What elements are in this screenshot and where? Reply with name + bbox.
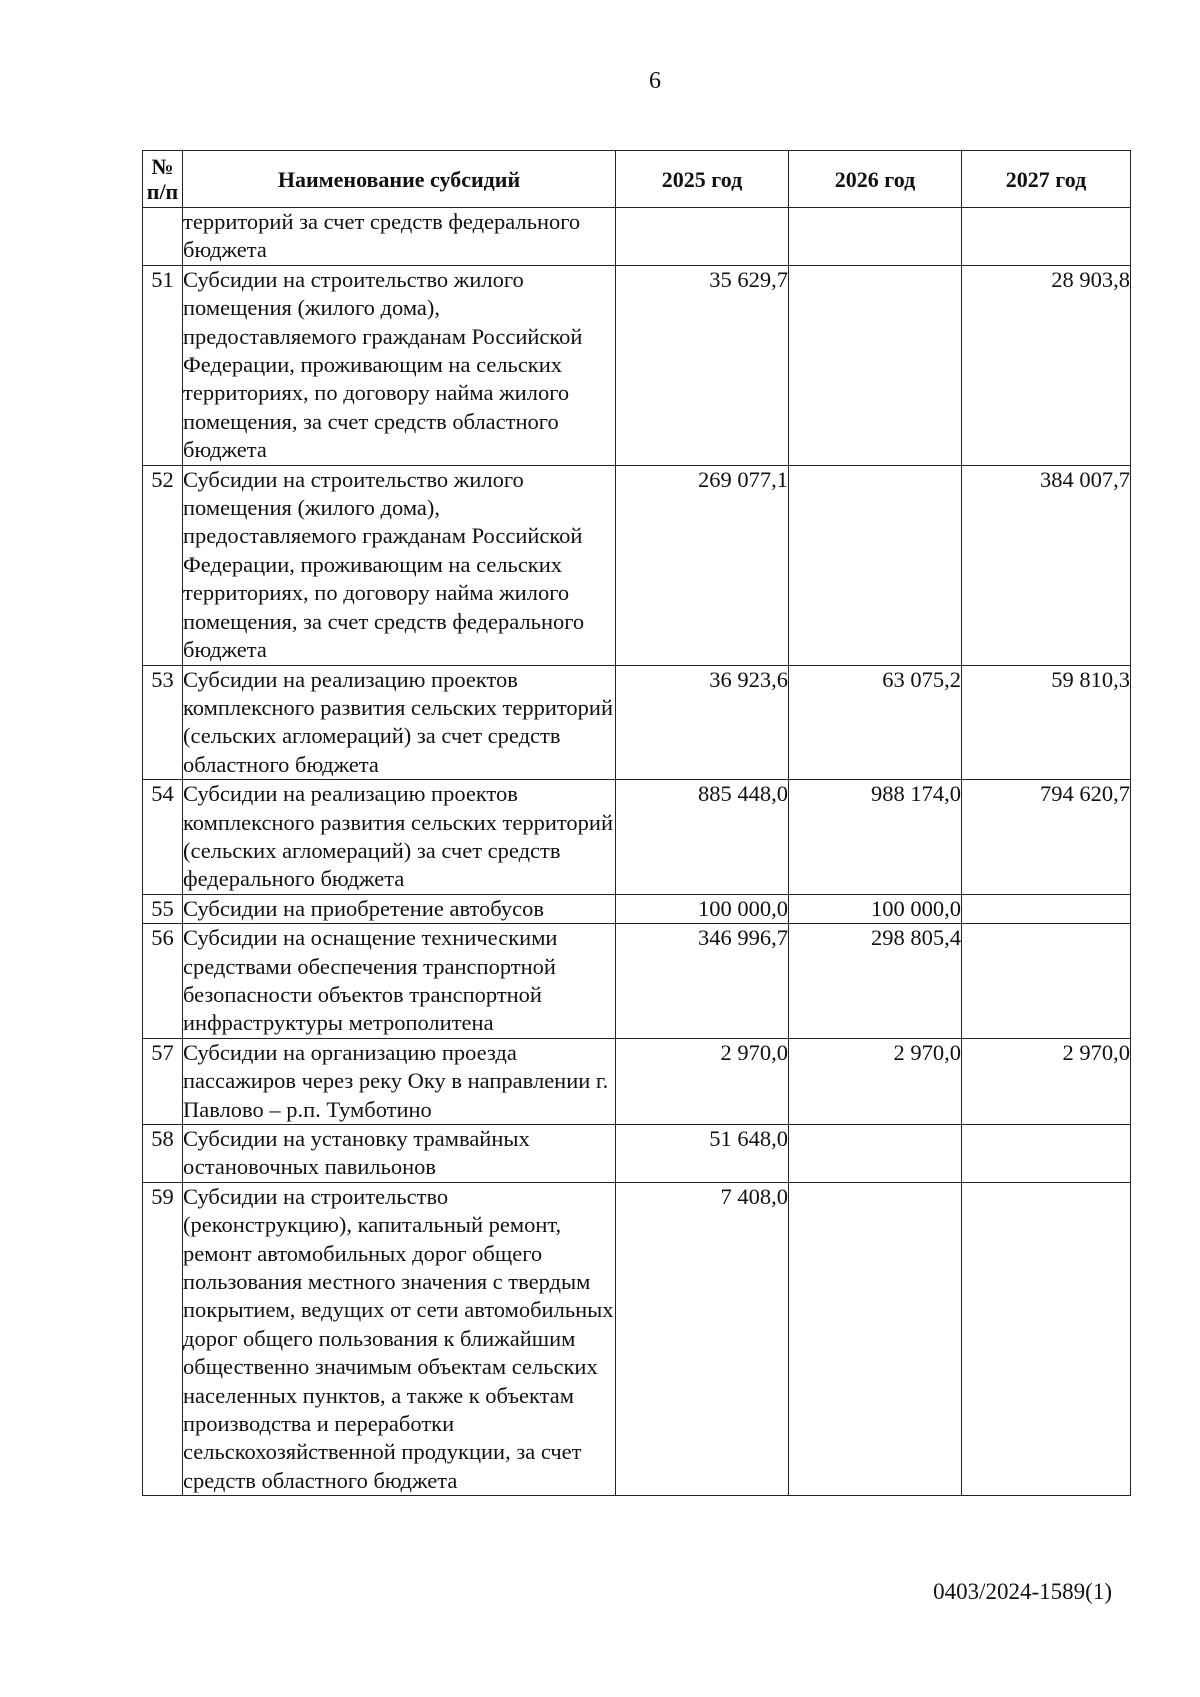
table-row [143, 1038, 1131, 1124]
subsidy-name: Субсидии на реализацию проектов комплексного развития сельских территорий (сельских агломераций) за счет средств областного бюджета [183, 665, 616, 780]
value-2026 [789, 1182, 962, 1495]
value-2027: 59 810,3 [962, 665, 1131, 780]
page-number: 6 [649, 68, 661, 94]
value-2026 [789, 1125, 962, 1183]
row-number: 54 [143, 780, 183, 895]
row-number: 56 [143, 924, 183, 1039]
value-2026: 2 970,0 [789, 1038, 962, 1124]
row-number: 53 [143, 665, 183, 780]
subsidy-name: Субсидии на строительство (реконструкцию), капитальный ремонт, ремонт автомобильных дорог общего пользования местного значения с твердым покрытием, ведущих от сети автомобильных дорог общего пользования к ближайшим общественно значимым объектам сельских населенных пунктов, а также к объектам производства и переработки сельскохозяйственной продукции, за счет средств областного бюджета [183, 1182, 616, 1495]
table-row [143, 665, 1131, 780]
value-2025: 346 996,7 [616, 924, 789, 1039]
value-2026 [789, 208, 962, 266]
table-row [143, 208, 1131, 266]
value-2025: 2 970,0 [616, 1038, 789, 1124]
value-2025: 885 448,0 [616, 780, 789, 895]
row-number: 57 [143, 1038, 183, 1124]
table-row [143, 265, 1131, 465]
value-2026: 298 805,4 [789, 924, 962, 1039]
value-2026 [789, 265, 962, 465]
value-2027: 2 970,0 [962, 1038, 1131, 1124]
value-2027 [962, 1125, 1131, 1183]
row-number: 51 [143, 265, 183, 465]
header-name: Наименование субсидий [183, 151, 616, 208]
table-header-row [143, 151, 1131, 208]
table-row [143, 1125, 1131, 1183]
header-2025: 2025 год [616, 151, 789, 208]
subsidy-name: Субсидии на реализацию проектов комплексного развития сельских территорий (сельских агломераций) за счет средств федерального бюджета [183, 780, 616, 895]
table-row [143, 780, 1131, 895]
value-2026 [789, 465, 962, 665]
value-2026: 63 075,2 [789, 665, 962, 780]
value-2025: 36 923,6 [616, 665, 789, 780]
header-no: № п/п [143, 151, 183, 208]
subsidy-name: Субсидии на строительство жилого помещения (жилого дома), предоставляемого гражданам Российской Федерации, проживающим на сельских территориях, по договору найма жилого помещения, за счет средств областного бюджета [183, 265, 616, 465]
value-2025: 269 077,1 [616, 465, 789, 665]
subsidy-name: Субсидии на организацию проезда пассажиров через реку Оку в направлении г. Павлово – р.п. Тумботино [183, 1038, 616, 1124]
value-2025: 35 629,7 [616, 265, 789, 465]
value-2027 [962, 208, 1131, 266]
value-2027: 28 903,8 [962, 265, 1131, 465]
header-2026: 2026 год [789, 151, 962, 208]
table-row [143, 465, 1131, 665]
table-row [143, 924, 1131, 1039]
value-2027 [962, 894, 1131, 923]
subsidies-table [142, 150, 1131, 1496]
table-body [143, 208, 1131, 1496]
value-2025: 51 648,0 [616, 1125, 789, 1183]
row-number: 59 [143, 1182, 183, 1495]
row-number: 52 [143, 465, 183, 665]
subsidy-name: Субсидии на установку трамвайных остановочных павильонов [183, 1125, 616, 1183]
value-2026: 988 174,0 [789, 780, 962, 895]
value-2025: 100 000,0 [616, 894, 789, 923]
value-2025: 7 408,0 [616, 1182, 789, 1495]
subsidy-name: территорий за счет средств федерального бюджета [183, 208, 616, 266]
subsidy-name: Субсидии на приобретение автобусов [183, 894, 616, 923]
value-2027 [962, 924, 1131, 1039]
row-number: 58 [143, 1125, 183, 1183]
value-2026: 100 000,0 [789, 894, 962, 923]
row-number: 55 [143, 894, 183, 923]
document-code: 0403/2024-1589(1) [933, 1579, 1112, 1604]
table-row [143, 894, 1131, 923]
header-2027: 2027 год [962, 151, 1131, 208]
value-2027 [962, 1182, 1131, 1495]
table-row [143, 1182, 1131, 1495]
value-2027: 794 620,7 [962, 780, 1131, 895]
value-2025 [616, 208, 789, 266]
value-2027: 384 007,7 [962, 465, 1131, 665]
subsidy-name: Субсидии на строительство жилого помещения (жилого дома), предоставляемого гражданам Российской Федерации, проживающим на сельских территориях, по договору найма жилого помещения, за счет средств федерального бюджета [183, 465, 616, 665]
row-number [143, 208, 183, 266]
subsidy-name: Субсидии на оснащение техническими средствами обеспечения транспортной безопасности объектов транспортной инфраструктуры метрополитена [183, 924, 616, 1039]
